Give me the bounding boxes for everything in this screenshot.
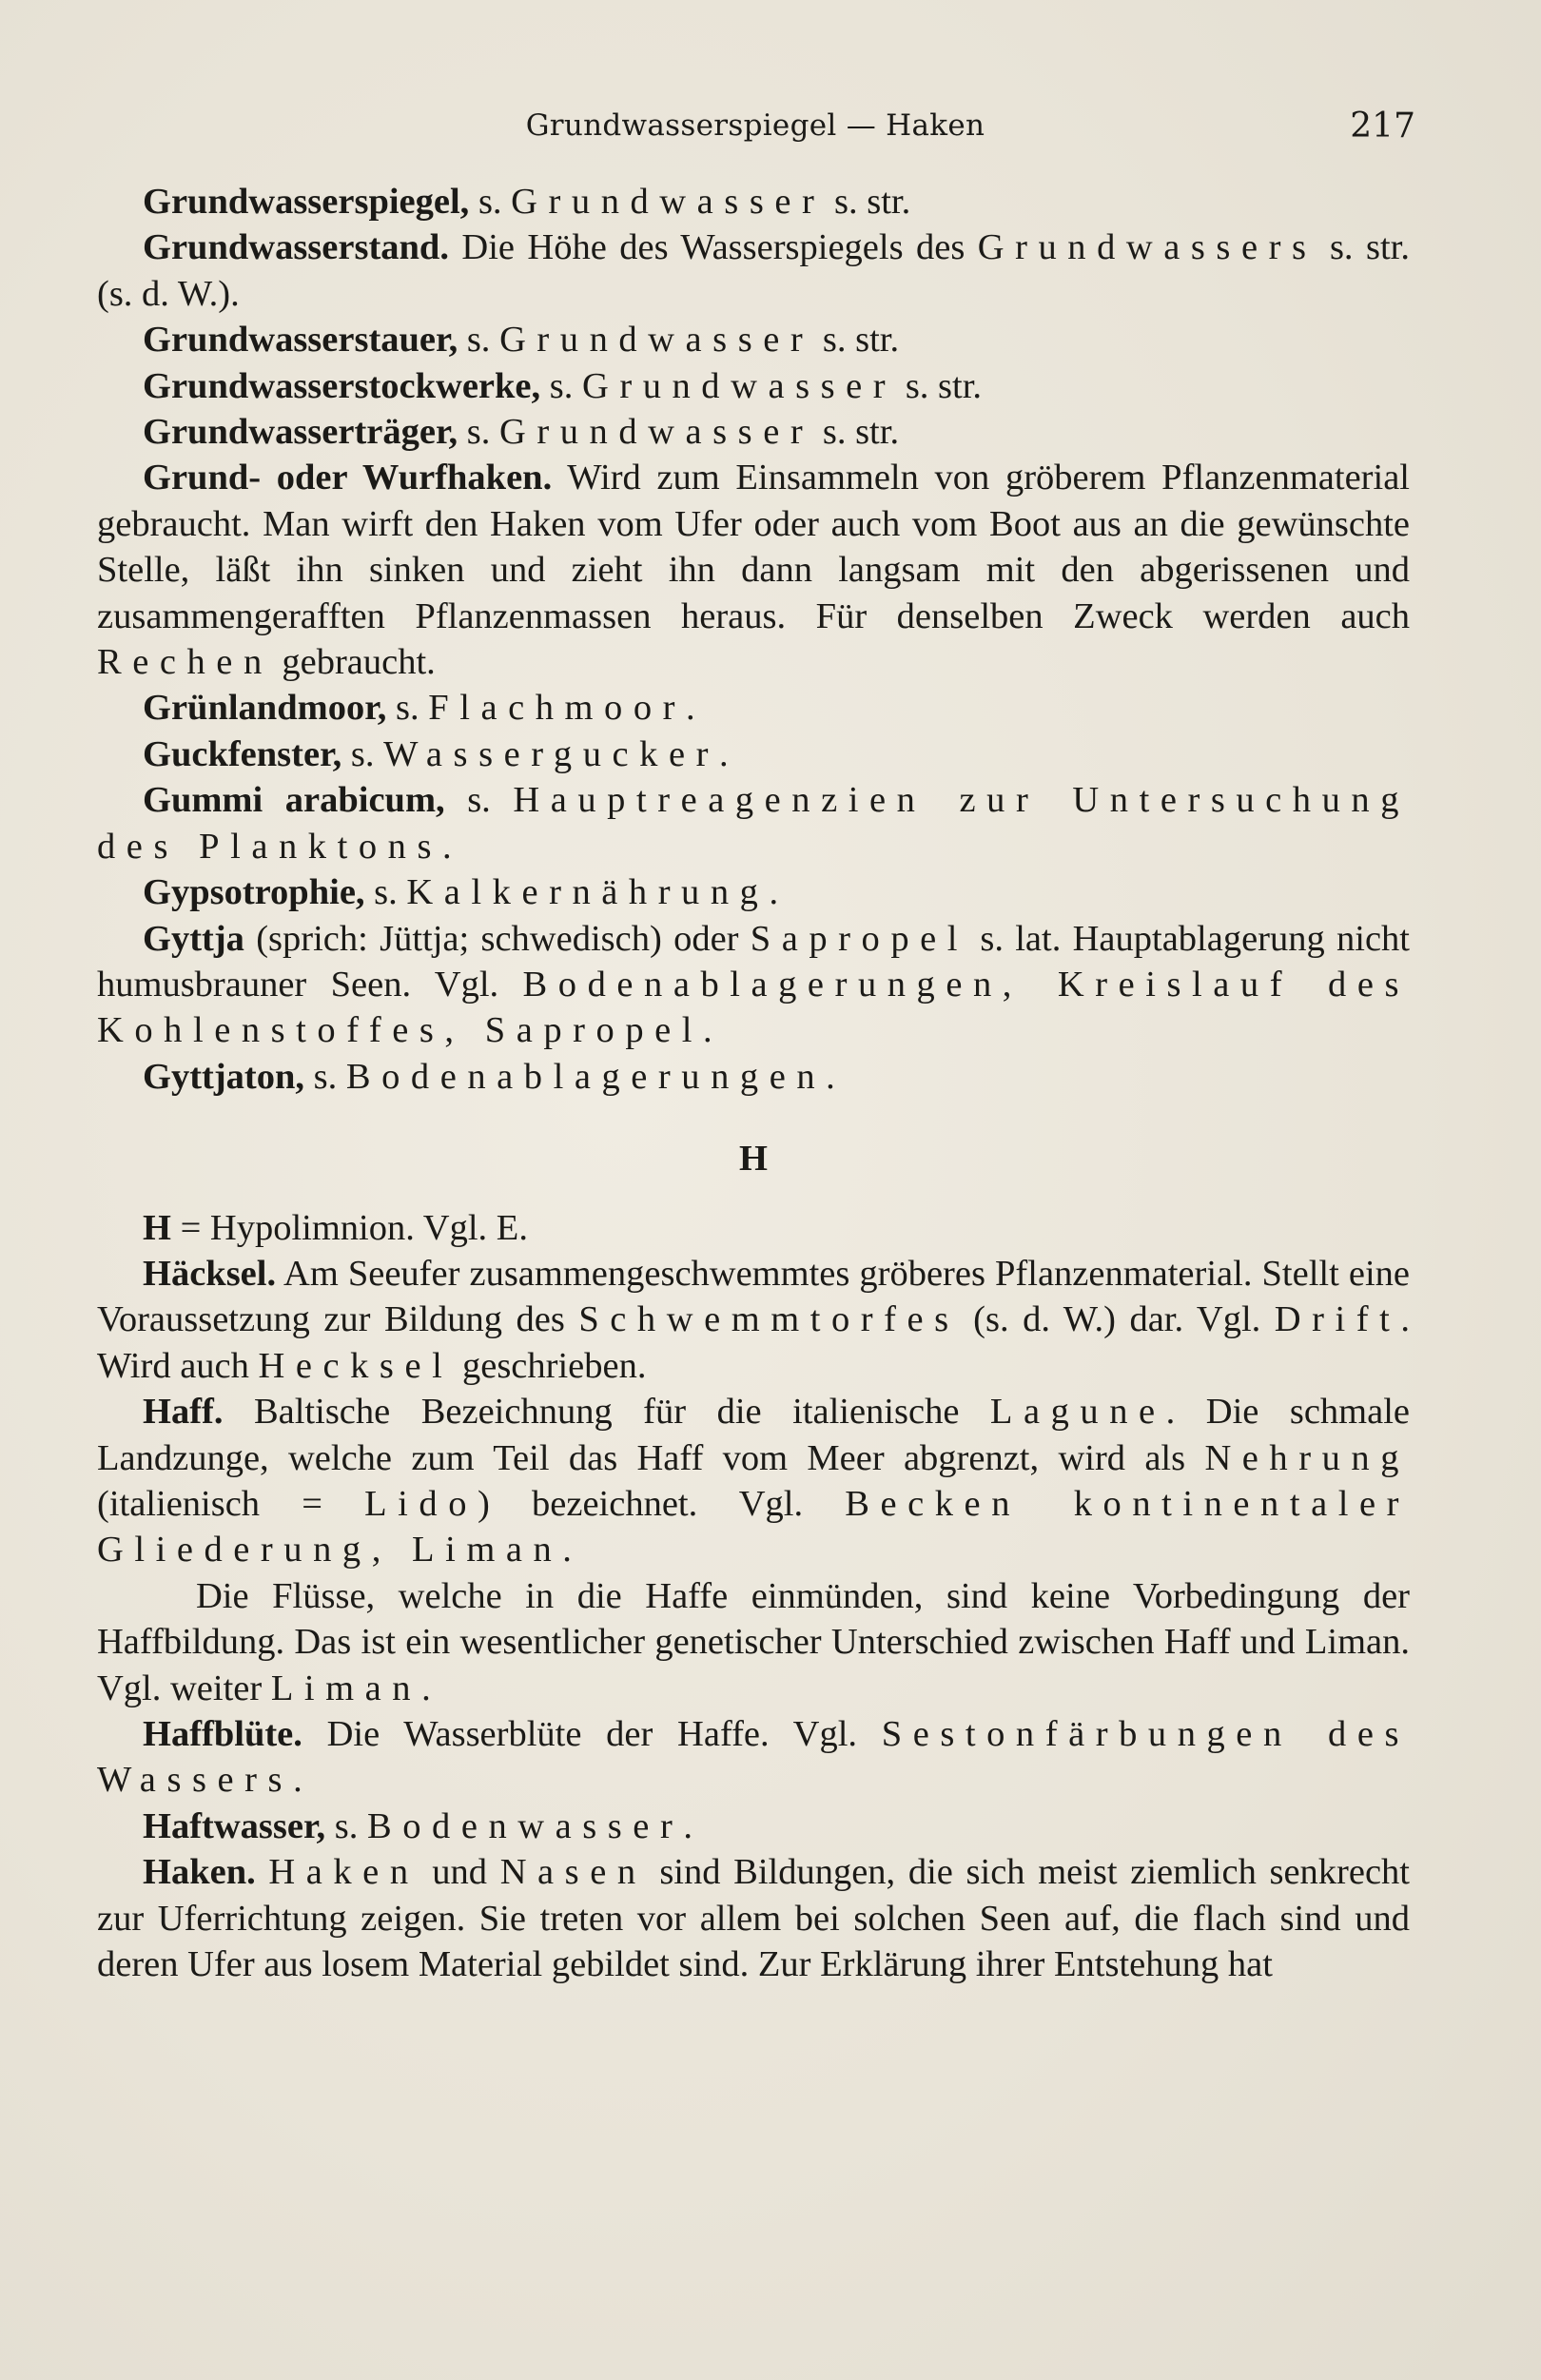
entry-text: ) bezeichnet. Vgl.	[478, 1483, 846, 1524]
entry-text: .	[562, 1530, 572, 1570]
cross-reference: Flachmoor	[428, 688, 687, 729]
cross-reference: Grundwasser	[499, 412, 814, 453]
cross-reference: Lido	[364, 1483, 478, 1524]
entry-headword: Gyttja	[143, 918, 244, 959]
cross-reference: Bodenablagerungen	[345, 1056, 827, 1097]
entry-text	[256, 1852, 269, 1892]
entry-headword: Haken.	[143, 1852, 256, 1893]
entry-headword: Grundwasserträger,	[143, 412, 458, 453]
entry-headword: Grünlandmoor,	[143, 688, 387, 729]
entry-text: s. lat. Hauptablagerung nicht humusbrauner Seen. Vgl.	[97, 918, 1411, 1005]
dictionary-entry	[97, 732, 1410, 777]
entry-headword: Haftwasser,	[143, 1805, 326, 1846]
cross-reference: Kalkernährung	[406, 872, 770, 913]
page-number: 217	[1350, 107, 1415, 146]
cross-reference: Becken kontinentaler Gliederung, Liman	[97, 1483, 1410, 1570]
entry-headword: Grund- oder Wurfhaken.	[143, 458, 553, 498]
dictionary-entry	[97, 1054, 1410, 1100]
cross-reference: Schwemmtorfes	[578, 1299, 960, 1340]
dictionary-entry	[97, 179, 1410, 224]
entry-text: .	[718, 733, 729, 774]
dictionary-entry	[97, 1849, 1410, 1987]
dictionary-entry	[97, 224, 1410, 317]
cross-reference: Wassergucker	[383, 733, 719, 774]
entry-headword: Grundwasserspiegel,	[143, 182, 470, 222]
cross-reference: Hauptreagenzien zur Untersuchung des Planktons	[97, 780, 1410, 867]
cross-reference: Sestonfärbungen des Wassers	[97, 1714, 1410, 1801]
cross-reference: Bodenablagerungen, Kreislauf des Kohlenstoffes, Sapropel	[97, 964, 1410, 1051]
dictionary-entry	[97, 1711, 1410, 1804]
dictionary-entry	[97, 1804, 1410, 1849]
entry-headword: Gyttjaton,	[143, 1056, 305, 1097]
entry-text: s.	[325, 1805, 367, 1846]
dictionary-entry	[97, 455, 1410, 685]
entry-text: s.	[458, 412, 500, 453]
entry-text: .	[769, 872, 779, 913]
entry-headword: H	[143, 1207, 171, 1248]
dictionary-entry	[97, 363, 1410, 409]
cross-reference: Lagune	[989, 1392, 1166, 1433]
entry-text: .	[826, 1056, 835, 1097]
dictionary-text	[97, 179, 1410, 1987]
entry-text: s.	[364, 872, 407, 913]
entry-headword: Haffblüte.	[143, 1714, 302, 1754]
entry-headword: Haff.	[143, 1392, 224, 1433]
entries-g	[97, 179, 1410, 1100]
cross-reference: Haken	[268, 1852, 419, 1893]
entry-text: geschrieben.	[453, 1345, 647, 1386]
entry-text: . Die schmale Landzunge, welche zum Teil das Haff vom Meer abgrenzt, wird als	[97, 1392, 1410, 1478]
cross-reference: Grundwasser	[499, 320, 814, 361]
cross-reference: Grundwasser	[511, 182, 826, 222]
entry-text: (sprich: Jüttja; schwedisch) oder	[244, 918, 751, 959]
entry-headword: Grundwasserstand.	[143, 227, 449, 268]
entry-text: und	[419, 1852, 500, 1893]
running-head	[95, 103, 1415, 156]
entry-text: s.	[458, 320, 500, 361]
entry-text: .	[703, 1010, 712, 1051]
dictionary-entry	[97, 685, 1410, 731]
entry-continuation-paragraph	[97, 1573, 1410, 1711]
dictionary-entry	[97, 1251, 1410, 1389]
entry-text: s.	[444, 780, 514, 821]
running-head-title: Grundwasserspiegel — Haken	[525, 108, 985, 143]
entry-text: s. str.	[813, 320, 900, 361]
entry-text: s.	[540, 365, 582, 406]
cross-reference: Bodenwasser	[366, 1805, 684, 1846]
entry-text: s.	[304, 1056, 346, 1097]
entry-headword: Häcksel.	[143, 1253, 277, 1294]
dictionary-entry	[97, 317, 1410, 362]
cross-reference: Liman	[270, 1668, 422, 1708]
entry-text: s. str.	[813, 412, 900, 453]
entry-text: .	[686, 688, 695, 729]
cross-reference: Drift	[1274, 1299, 1401, 1340]
entry-text: s. str. (s. d. W.).	[97, 227, 1410, 314]
dictionary-entry	[97, 1205, 1410, 1251]
cross-reference: Grundwassers	[977, 227, 1317, 268]
entry-headword: Gypsotrophie,	[143, 872, 365, 913]
entry-text: s. str.	[825, 182, 911, 222]
entry-headword: Grundwasserstockwerke,	[143, 365, 541, 406]
section-letter-heading: H	[739, 1139, 768, 1180]
entry-text: sind Bildungen, die sich meist ziemlich senkrecht zur Uferrichtung zeigen. Sie treten vor allem bei solchen Seen auf, die flach sind und deren Ufer aus losem Material gebildet sind. Zur Erklärung ihrer Entstehung hat	[97, 1852, 1410, 1985]
entry-text: Baltische Bezeichnung für die italienische	[223, 1392, 990, 1433]
dictionary-entry	[97, 409, 1410, 455]
entry-text: Wird zum Einsammeln von gröberem Pflanzenmaterial gebraucht. Man wirft den Haken vom Ufer oder auch vom Boot aus an die gewünschte Stelle, läßt ihn sinken und zieht ihn dann langsam mit den abgerissenen und zusammengerafften Pflanzenmassen heraus. Für denselben Zweck werden auch	[97, 458, 1410, 636]
entry-text: gebraucht.	[272, 642, 436, 683]
entry-headword: Gummi arabicum,	[143, 780, 445, 821]
cross-reference: Hecksel	[258, 1345, 454, 1386]
entry-text: .	[421, 1668, 431, 1708]
dictionary-entry	[97, 1389, 1410, 1573]
entry-text: . Wird auch	[97, 1299, 1410, 1386]
entry-text: Am Seeufer zusammengeschwemmtes gröberes Pflanzenmaterial. Stellt eine Voraussetzung zur Bildung des	[97, 1253, 1410, 1340]
entry-text: .	[683, 1805, 692, 1846]
entry-text: = Hypolimnion. Vgl. E.	[170, 1207, 528, 1248]
entry-text: (italienisch =	[97, 1483, 365, 1524]
dictionary-entry	[97, 777, 1410, 869]
cross-reference: Nasen	[499, 1852, 647, 1893]
cross-reference: Nehrung	[1204, 1437, 1410, 1478]
cross-reference: Sapropel	[750, 918, 969, 959]
entry-text: s.	[469, 182, 512, 222]
entry-text: Die Höhe des Wasserspiegels des	[448, 227, 978, 268]
entry-text: Die Flüsse, welche in die Haffe einmünden, sind keine Vorbedingung der Haffbildung. Das ist ein wesentlicher genetischer Unterschied zwischen Haff und Liman. Vgl. weiter	[97, 1575, 1410, 1708]
dictionary-entry	[97, 916, 1410, 1054]
entry-headword: Grundwasserstauer,	[143, 320, 458, 361]
entry-text: .	[441, 826, 452, 867]
entry-text: Die Wasserblüte der Haffe. Vgl.	[302, 1714, 882, 1754]
dictionary-entry	[97, 869, 1410, 915]
entry-text: s.	[341, 733, 384, 774]
entry-text: s.	[386, 688, 429, 729]
entry-headword: Guckfenster,	[143, 733, 342, 774]
entry-text: .	[293, 1760, 302, 1801]
cross-reference: Rechen	[97, 642, 273, 683]
entries-h	[97, 1205, 1410, 1988]
entry-text: s. str.	[896, 365, 983, 406]
cross-reference: Grundwasser	[581, 365, 897, 406]
entry-text: (s. d. W.) dar. Vgl.	[959, 1299, 1275, 1340]
